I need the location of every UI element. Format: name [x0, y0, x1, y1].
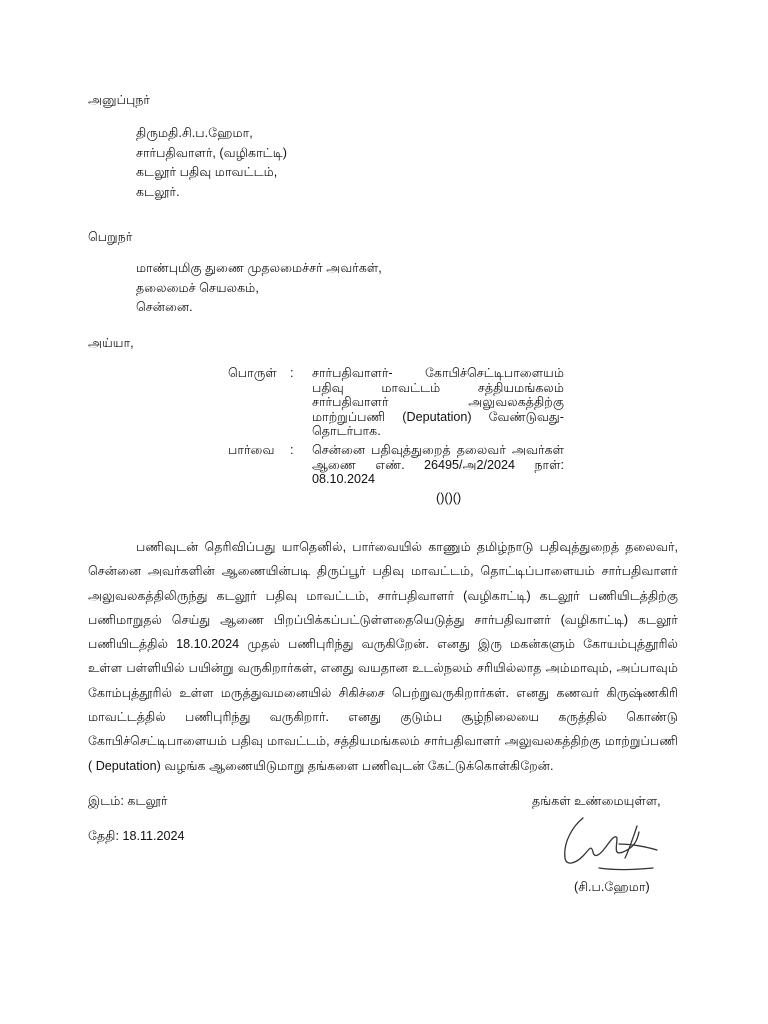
place-line: இடம்: கடலூர்	[88, 794, 168, 808]
separator-mark: ()()()	[436, 491, 462, 505]
sender-address	[136, 124, 287, 202]
subject-text: சார்பதிவாளர்- கோபிச்செட்டிபாளையம் பதிவு மாவட்டம் சத்தியமங்கலம் சார்பதிவாளர் அலுவலகத்திற்கு மாற்றுப்பணி (Deputation) வேண்டுவது- தொடர்பாக.	[312, 366, 564, 439]
signatory-name: (சி.ப.ஹேமா)	[574, 880, 650, 894]
date-line: தேதி: 18.11.2024	[88, 829, 185, 843]
subject-label: பொருள்	[228, 366, 277, 380]
signature-image	[553, 812, 665, 874]
recipient-address	[136, 259, 382, 318]
reference-text: சென்னை பதிவுத்துறைத் தலைவர் அவர்கள் ஆணை எண். 26495/அ2/2024 நாள்: 08.10.2024	[312, 443, 564, 487]
sender-line: திருமதி.சி.ப.ஹேமா,	[136, 126, 253, 140]
subject-colon: :	[290, 366, 294, 380]
sender-line: கடலூர் பதிவு மாவட்டம்,	[136, 165, 278, 179]
sender-line: சார்பதிவாளர், (வழிகாட்டி)	[136, 145, 287, 160]
recipient-heading: பெறுநர்	[88, 230, 133, 244]
recipient-line: சென்னை.	[136, 300, 193, 314]
salutation: அய்யா,	[88, 336, 134, 350]
sender-line: கடலூர்.	[136, 184, 180, 199]
letter-body: பணிவுடன் தெரிவிப்பது யாதெனில், பார்வையில் காணும் தமிழ்நாடு பதிவுத்துறைத் தலைவர், சென்னை அவர்களின் ஆணையின்படி திருப்பூர் பதிவு மாவட்டம், தொட்டிப்பாளையம் சார்பதிவாளர் அலுவலகத்திலிருந்து கடலூர் பதிவு மாவட்டம், சார்பதிவாளர் (வழிகாட்டி) கடலூர் பணியிடத்திற்கு பணிமாறுதல் செய்து ஆணை பிறப்பிக்கப்பட்டுள்ளதையெடுத்து சார்பதிவாளர் (வழிகாட்டி) கடலூர் பணியிடத்தில் 18.10.2024 முதல் பணிபுரிந்து வருகிறேன். எனது இரு மகன்களும் கோயம்புத்தூரில் உள்ள பள்ளியில் பயின்று வருகிறார்கள், எனது வயதான உடல்நலம் சரியில்லாத அம்மாவும், அப்பாவும் கோம்புத்தூரில் உள்ள மருத்துவமனையில் சிகிச்சை பெற்றுவருகிறார்கள். எனது கணவர் கிருஷ்ணகிரி மாவட்டத்தில் பணிபுரிந்து வருகிறார். எனது குடும்ப சூழ்நிலையை கருத்தில் கொண்டு கோபிச்செட்டிபாளையம் பதிவு மாவட்டம், சத்தியமங்கலம் சார்பதிவாளர் அலுவலகத்திற்கு மாற்றுப்பணி ( Deputation) வழங்க ஆணையிடுமாறு தங்களை பணிவுடன் கேட்டுக்கொள்கிறேன்.	[88, 540, 678, 773]
recipient-line: தலைமைச் செயலகம்,	[136, 280, 259, 295]
reference-colon: :	[290, 443, 294, 457]
sender-heading: அனுப்புநர்	[88, 93, 151, 107]
closing-line: தங்கள் உண்மையுள்ள,	[532, 794, 661, 808]
recipient-line: மாண்புமிகு துணை முதலமைச்சர் அவர்கள்,	[136, 261, 382, 275]
reference-label: பார்வை	[228, 443, 275, 457]
